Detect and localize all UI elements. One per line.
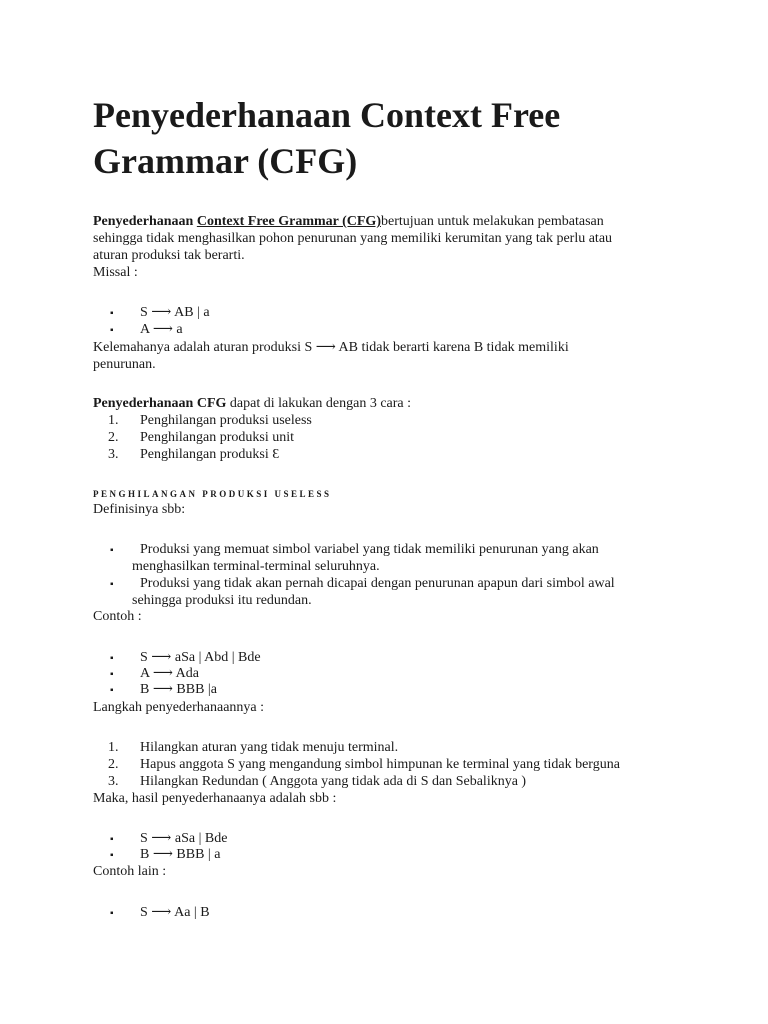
bullet-icon: ▪ xyxy=(110,908,114,919)
list-number: 2. xyxy=(108,430,119,445)
list-item: B ⟶ BBB | a xyxy=(140,847,221,862)
bullet-icon: ▪ xyxy=(110,325,114,336)
list-item: Produksi yang tidak akan pernah dicapai dengan penurunan apapun dari simbol awal xyxy=(140,576,615,591)
bullet-icon: ▪ xyxy=(110,685,114,696)
intro-bold: Penyederhanaan xyxy=(93,214,197,229)
bullet-icon: ▪ xyxy=(110,579,114,590)
weakness-paragraph xyxy=(93,339,693,373)
title-line-2: Grammar (CFG) xyxy=(93,141,358,181)
ways-bold: Penyederhanaan CFG xyxy=(93,396,227,411)
list-number: 1. xyxy=(108,413,119,428)
weakness-line-1: Kelemahanya adalah aturan produksi S ⟶ AB tidak berarti karena B tidak memiliki xyxy=(93,340,569,355)
list-number: 2. xyxy=(108,757,119,772)
intro-line-3: aturan produksi tak berarti. xyxy=(93,248,245,263)
ways-paragraph xyxy=(93,395,693,412)
list-number: 3. xyxy=(108,774,119,789)
list-item: S ⟶ AB | a xyxy=(140,305,210,320)
list-item: Penghilangan produksi useless xyxy=(140,413,312,428)
list-item: B ⟶ BBB |a xyxy=(140,682,217,697)
list-item: Penghilangan produksi unit xyxy=(140,430,294,445)
section-heading: PENGHILANGAN PRODUKSI USELESS xyxy=(93,489,332,499)
steps-label: Langkah penyederhanaannya : xyxy=(93,700,265,715)
intro-paragraph xyxy=(93,213,693,281)
list-item: A ⟶ Ada xyxy=(140,666,199,681)
list-item: Hapus anggota S yang mengandung simbol himpunan ke terminal yang tidak berguna xyxy=(140,757,620,772)
bullet-icon: ▪ xyxy=(110,669,114,680)
result-label: Maka, hasil penyederhanaanya adalah sbb : xyxy=(93,791,337,806)
bullet-icon: ▪ xyxy=(110,850,114,861)
list-item: A ⟶ a xyxy=(140,322,183,337)
definition-label: Definisinya sbb: xyxy=(93,502,186,517)
other-label: Contoh lain : xyxy=(93,864,167,879)
intro-text: bertujuan untuk melakukan pembatasan xyxy=(380,214,604,229)
bullet-icon: ▪ xyxy=(110,545,114,556)
list-item: S ⟶ aSa | Bde xyxy=(140,831,228,846)
bullet-icon: ▪ xyxy=(110,834,114,845)
list-item: S ⟶ Aa | B xyxy=(140,905,210,920)
list-number: 1. xyxy=(108,740,119,755)
list-item-continuation: menghasilkan terminal-terminal seluruhnya. xyxy=(132,559,380,574)
page-title xyxy=(93,92,693,184)
list-item: Hilangkan aturan yang tidak menuju terminal. xyxy=(140,740,399,755)
ways-text: dapat di lakukan dengan 3 cara : xyxy=(226,396,412,411)
list-item: Hilangkan Redundan ( Anggota yang tidak ada di S dan Sebaliknya ) xyxy=(140,774,527,789)
list-item-continuation: sehingga produksi itu redundan. xyxy=(132,593,312,608)
bullet-icon: ▪ xyxy=(110,653,114,664)
intro-line-2: sehingga tidak menghasilkan pohon penurunan yang memiliki kerumitan yang tak perlu atau xyxy=(93,231,613,246)
missal-label: Missal : xyxy=(93,265,138,280)
list-item: Produksi yang memuat simbol variabel yang tidak memiliki penurunan yang akan xyxy=(140,542,599,557)
weakness-line-2: penurunan. xyxy=(93,357,156,372)
contoh-label: Contoh : xyxy=(93,609,142,624)
list-number: 3. xyxy=(108,447,119,462)
list-item: Penghilangan produksi Ԑ xyxy=(140,447,280,462)
list-item: S ⟶ aSa | Abd | Bde xyxy=(140,650,261,665)
bullet-icon: ▪ xyxy=(110,308,114,319)
cfg-link[interactable]: Context Free Grammar (CFG) xyxy=(196,214,381,229)
title-line-1: Penyederhanaan Context Free xyxy=(93,95,561,135)
